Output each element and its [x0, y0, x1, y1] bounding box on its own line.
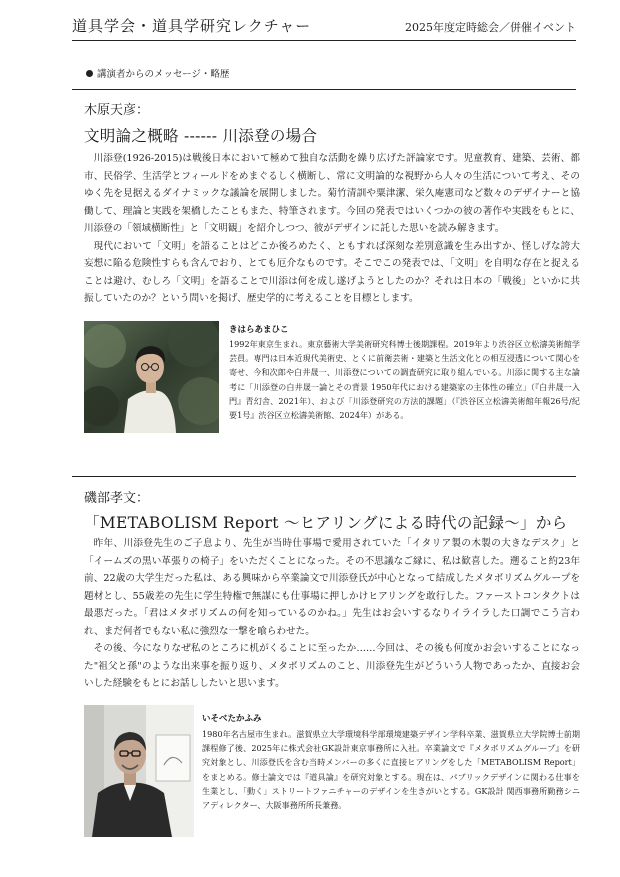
divider-middle	[72, 476, 576, 477]
speaker-2-photo	[84, 705, 194, 837]
lecture-1-paragraph-1: 川添登(1926-2015)は戦後日本において極めて独自な活動を繰り広げた評論家です。児童教育、建築、芸術、都市、民俗学、生活学とフィールドをめまぐるしく横断し、常に文明論的な視野から人々の生活について考え、そのゆく先を見据えるダイナミックな議論を展開しました。菊竹清訓や粟津潔、栄久庵憲司など数々のデザイナーと協働して、理論と実践を架橋したこともまた、特筆されます。今回の発表ではいくつかの彼の著作や実践をもとに、川添登の「領域横断性」と「文明観」を紹介しつつ、彼がデザインに託した思いを読み解きます。	[84, 153, 580, 234]
lecture-2-paragraph-2: その後、今になりなぜ私のところに机がくることに至ったか……今回は、その後も何度かお会いすることになった"祖父と孫"のような出来事を振り返り、メタボリズムのこと、川添登先生がどういう人物であったか、直接お会いした経験をもとにお話ししたいと思います。	[84, 643, 580, 689]
lecture-2-title: 「METABOLISM Report 〜ヒアリングによる時代の記録〜」から	[84, 514, 568, 532]
lecture-1-title: 文明論之概略 ------ 川添登の場合	[84, 127, 318, 145]
header-event: 2025年度定時総会／併催イベント	[405, 21, 576, 34]
header-title: 道具学会・道具学研究レクチャー	[72, 17, 312, 35]
lecture-1-paragraph-2: 現代において「文明」を語ることはどこか後ろめたく、ともすれば深刻な差別意識を生み出すか、怪しげな誇大妄想に陥る危険性すらも含んでおり、とても厄介なものです。そこでこの発表では、「文明」を自明な存在と捉えることは避け、むしろ「文明」を語ることで川添は何を成し遂げようとしたのか？それは日本の「戦後」といかに共振していたのか？という問いを掲げ、歴史学的に考えることを目標とします。	[84, 240, 580, 304]
bullet-dot-icon	[86, 70, 93, 77]
page-header	[72, 16, 576, 41]
lecture-2-paragraph-1: 昨年、川添登先生のご子息より、先生が当時仕事場で愛用されていた「イタリア製の木製の大きなデスク」と「イームズの黒い革張りの椅子」をいただくことになった。その不思議なご縁に、私は歓喜した。遡ること約23年前、22歳の大学生だった私は、ある興味から卒業論文で川添登氏が中心となって結成したメタボリズムグループを題材とし、55歳差の先生に学生特権で無謀にも仕事場に押しかけヒアリングを敢行した。ファーストコンタクトは最悪だった。「君はメタボリズムの何を知っているのかね。」先生はお会いするなりイライラした口調でこう言われ、まだ何者でもない私に強烈な一撃を喰らわせた。	[84, 538, 580, 637]
speaker-2-bio-name: いそべたかふみ	[202, 714, 262, 724]
lecture-1-body	[84, 150, 580, 308]
lecture-2-body	[84, 535, 580, 693]
speaker-1-photo	[84, 321, 219, 433]
divider-top	[72, 89, 576, 90]
section-label-text: 講演者からのメッセージ・略歴	[97, 69, 230, 80]
speaker-1-name: 木原天彦：	[84, 103, 150, 118]
speaker-2-bio: 1980年名古屋市生まれ。滋賀県立大学環境科学部環境建築デザイン学科卒業、滋賀県立大学院博士前期課程修了後、2025年に株式会社GK設計東京事務所に入社。卒業論文で『メタボリズムグループ』を研究対象とし、川添登氏を含む当時メンバーの多くに直接ヒアリングをした「METABOLISM Report」をまとめる。修士論文では『道具論』を研究対象とする。現在は、パブリックデザインに関わる仕事を生業とし、「動く」ストリートファニチャーのデザインを生きがいとする。GK設計 関西事務所勤務シニアディレクター、大阪事務所所長兼務。	[202, 729, 580, 811]
speaker-1-bio: 1992年東京生まれ。東京藝術大学美術研究科博士後期課程。2019年より渋谷区立松濤美術館学芸員。専門は日本近現代美術史、とくに前衛芸術・建築と生活文化との相互浸透について関心を寄せ、今和次郎や白井晟一、川添登についての調査研究に取り組んでいる。川添に関する主な論考に「川添登の白井晟一論とその背景 1950年代における建築家の主体性の確立」（『白井晟一入門』青幻舎、2021年）、および「川添登研究の方法的課題」（『渋谷区立松濤美術館年報26号/紀要1号』渋谷区立松濤美術館、2024年）がある。	[229, 339, 580, 421]
speaker-2-name: 磯部孝文：	[84, 491, 150, 506]
speaker-1-bio-name: きはらあまひこ	[229, 325, 289, 335]
section-label	[86, 66, 229, 80]
